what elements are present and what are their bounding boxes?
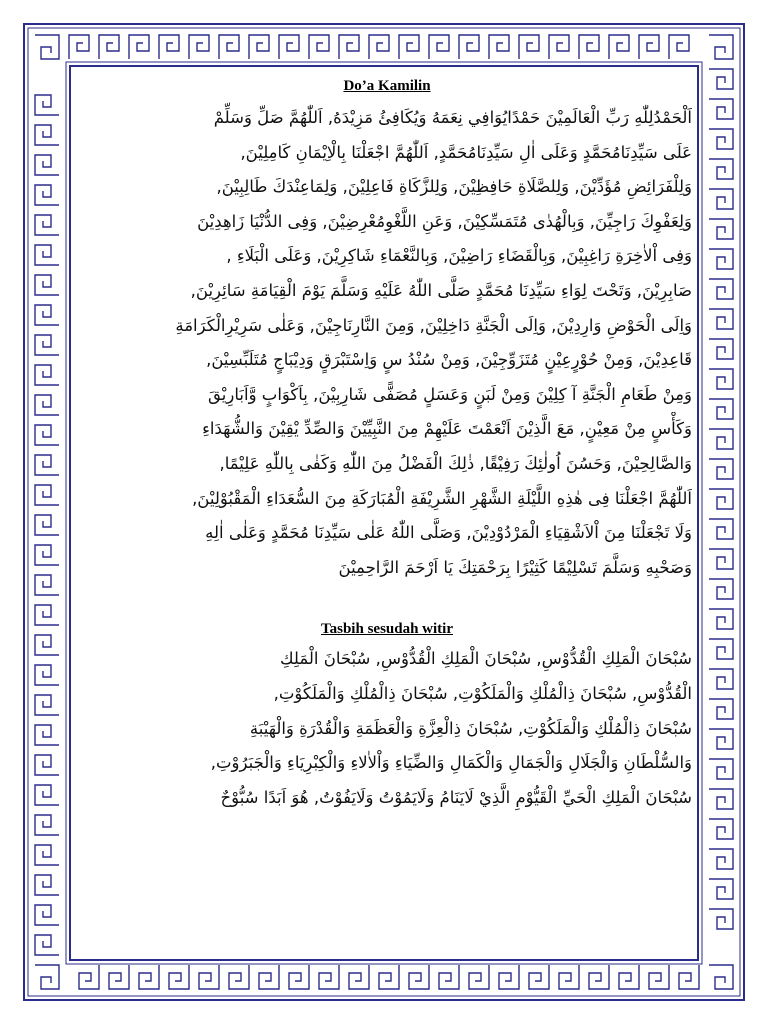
text-line: وَلِعَفْوِكَ رَاجِيِّنَ, وَبِالْهُدٰى مُتَمَسِّكِيْنَ, وَعَنِ اللَّغْوِمُعْرِضِيْنَ, وَفِى الدُّنْيَا زَاهِدِيْنَ <box>197 211 692 231</box>
text-line: وَالسُّلْطَانِ وَالْجَلَالِ وَالْجَمَالِ وَالْكَمَالِ وَالضِّيَاءِ وَاْلاٰلاءِ وَالْكِبْرِيَاءِ وَالْجَبَرُوْتِ, <box>210 753 692 773</box>
text-line: صَابِرِيْنَ, وَتَحْتَ لِوَاءِ سَيِّدِنَا مُحَمَّدٍ صَلَّى اللّٰهُ عَلَيْهِ وَسَلَّمَ يَوْمَ الْقِيَامَةِ سَائِرِيْنَ, <box>190 280 692 300</box>
tasbih-text <box>82 642 692 815</box>
text-line: اَلْحَمْدُلِلّٰهِ رَبِّ الْعَالَمِيْنَ حَمْدًايُوَافِي نِعَمَهُ وَيُكَافِئُ مَزِيْدَهُ, اَللّٰهُمَّ صَلِّ وَسَلِّمْ <box>213 108 692 127</box>
text-line: وَفِى اْلاٰخِرَةِ رَاغِبِيْنَ, وَبِالْقَضَاءِ رَاضِيْنَ, وَبِالنَّعْمَاءِ شَاكِرِيْنَ, وَعَلَى الْبَلَاءِ , <box>226 246 692 266</box>
section-title-doa-kamilin: Do’a Kamilin <box>343 78 431 94</box>
text-line: وَلَا تَجْعَلْنَا مِنَ اْلاَشْقِيَاءِ الْمَرْدُوْدِيْنَ, وَصَلَّى اللّٰهُ عَلٰى سَيِّدِنَا مُحَمَّدٍ وَعَلٰى اٰلِهِ <box>205 523 692 543</box>
text-line: وَمِنْ طَعَامِ الْجَنَّةِ آ كِلِيْنَ وَمِنْ لَبَنٍ وَعَسَلٍ مُصَفًّى شَارِبِيْنَ, بِاَكْوَابٍ وَّاَبَارِيْقَ <box>208 384 692 404</box>
doa-kamilin-text <box>82 101 692 585</box>
text-line: الْقُدُّوْسِ, سُبْحَانَ ذِالْمُلْكِ وَالْمَلَكُوْتِ, سُبْحَانَ ذِالْمُلْكِ وَالْمَلَكُوْتِ, <box>273 683 692 703</box>
text-line: سُبْحَانَ الْمَلِكِ الْحَيِّ الْقَيُّوْمِ الَّذِيْ لَايَنَامُ وَلَايَمُوْتُ وَلَايَفُوْتُ, هُوَ اَبَدًا سُبُّوْحٌ <box>220 787 692 807</box>
text-line: وَصَحْبِهِ وَسَلَّمَ تَسْلِيْمًا كَثِيْرًا بِرَحْمَتِكَ يَا اَرْحَمَ الرَّاحِمِيْنَ <box>338 557 692 577</box>
text-line: سُبْحَانَ الْمَلِكِ الْقُدُّوْسِ, سُبْحَانَ الْمَلِكِ الْقُدُّوْسِ, سُبْحَانَ الْمَلِكِ <box>279 649 692 669</box>
text-line: وَالصَّالِحِيْنَ, وَحَسُنَ اُولٰئِكَ رَفِيْقًا, ذٰلِكَ الْفَضْلُ مِنَ اللّٰهِ وَكَفٰى بِاللّٰهِ عَلِيْمًا, <box>219 453 692 473</box>
text-line: وَاِلَى الْحَوْضِ وَارِدِيْنَ, وَاِلَى الْجَنَّةِ دَاخِلِيْنَ, وَمِنَ النَّارِنَاجِيْنَ, وَعَلٰى سَرِيْرِالْكَرَامَةِ <box>175 315 692 335</box>
document-body <box>82 72 692 952</box>
text-line: سُبْحَانَ ذِالْمُلْكِ وَالْمَلَكُوْتِ, سُبْحَانَ ذِالْعِزَّةِ وَالْعَظَمَةِ وَالْقُدْرَةِ وَالْهَيْبَةِ <box>249 718 692 738</box>
text-line: عَلَى سَيِّدِنَامُحَمَّدٍ وَعَلَى اٰلِ سَيِّدِنَامُحَمَّدٍ, اَللّٰهُمَّ اجْعَلْنَا بِالْاِيْمَانِ كَامِلِيْنَ, <box>240 142 692 162</box>
text-line: وَلِلْفَرَائِضِ مُؤَدِّيْنَ, وَلِلصَّلَاةِ حَافِظِيْنَ, وَلِلزَّكَاةِ فَاعِلِيْنَ, وَلِمَاعِنْدَكَ طَالِبِيْنَ, <box>216 177 692 197</box>
text-line: قَاعِدِيْنَ, وَمِنْ حُوْرٍعِيْنٍ مُتَزَوِّجِيْنَ, وَمِنْ سُنْدُ سٍ وَاِسْتَبْرَقٍ وَدِيْبَاجٍ مُتَلَبِّسِيْنَ, <box>206 350 692 370</box>
text-line: اَللّٰهُمَّ اجْعَلْنَا فِى هٰذِهِ اللَّيْلَةِ الشَّهْرِ الشَّرِيْفَةِ الْمُبَارَكَةِ مِنَ السُّعَدَاءِ الْمَقْبُوْلِيْنَ, <box>192 488 692 508</box>
section-title-tasbih: Tasbih sesudah witir <box>321 621 453 638</box>
text-line: وَكَأْسٍ مِنْ مَعِيْنٍ, مَعَ الَّذِيْنَ اَنْعَمْتَ عَلَيْهِمْ مِنَ النَّبِيِّيْنَ وَالصِّدِّ يْقِيْنَ وَالشُّهَدَاءِ <box>202 419 692 439</box>
